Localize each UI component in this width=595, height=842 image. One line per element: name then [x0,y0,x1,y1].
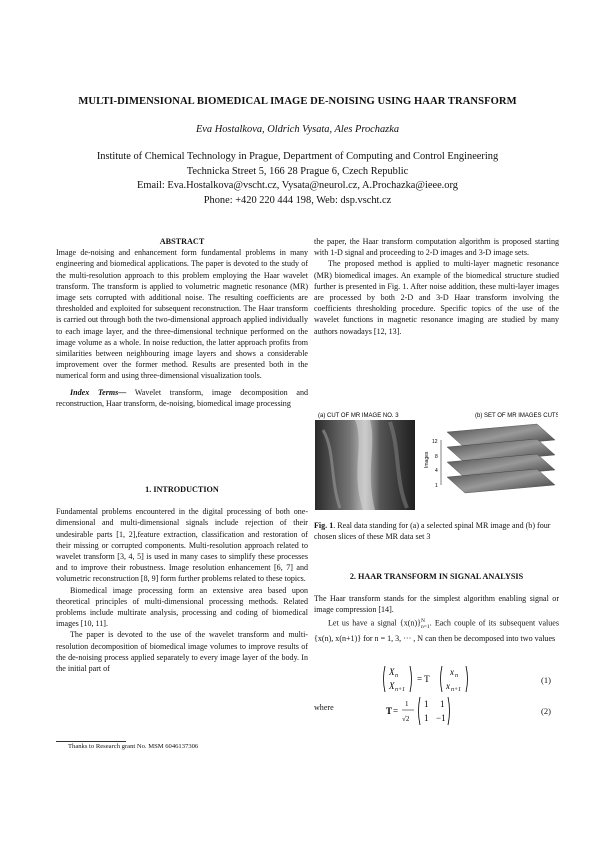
section2-heading: 2. HAAR TRANSFORM IN SIGNAL ANALYSIS [349,572,524,581]
equation-2 [386,695,476,730]
tick-12: 12 [432,439,438,445]
figure-caption [314,520,559,542]
svg-text:x: x [446,681,450,691]
svg-text:x: x [450,667,454,677]
authors: Eva Hostalkova, Oldrich Vysata, Ales Prochazka [195,124,400,135]
svg-text:1: 1 [424,699,429,709]
signal-def: Let us have a signal {x(n)} [328,618,422,628]
equation-2-number: (2) [541,706,551,716]
right-paragraph-2: The proposed method is applied to multi-layer magnetic resonance (MR) biomedical images. An example of the biomedical structure studied further is presented in Fig. 1. After noise addition, these multi-layer images are processed by both 2-D and 3-D Haar transform involving the coefficients thresholding procedure. Specific topics of the use of the wavelet functions in magnetic resonance imaging are studied by many authors nowadays [12, 13]. [314,259,559,336]
svg-text:1: 1 [405,700,409,708]
axis-label: Images [424,451,430,468]
signal-sup: N [421,617,425,624]
svg-text:= T: = T [417,674,430,684]
abstract-text: Image de-noising and enhancement form fundamental problems in many engineering and biomedical applications. The paper is devoted to the study of the multi-resolution approach to this problem employing the Haar wavelet transform. The transform is applied to volumetric magnetic resonance (MR) image sets corrupted with additional noise. The resulting coefficients are thresholded and exploited for subsequent reconstruction. The Haar transform is carried out through both the two-dimensional approach applied individually to each image layer, and the three-dimensional technique performed on the image volume as a whole. In noise reduction, the latter approach profits from similarities between neighbouring image layers and shows a considerable improvement over the former method. Results are presented both in the numerical form and using three-dimensional visualization tools. [56,248,308,381]
equation-1 [382,664,502,697]
svg-text:n+1: n+1 [451,687,462,693]
equation-1-graphic [382,664,502,694]
tick-1: 1 [435,483,438,489]
tick-8: 8 [435,454,438,460]
section2-paragraph-2 [314,616,559,645]
svg-text:√2: √2 [402,715,410,723]
svg-text:X: X [389,681,395,691]
abstract-heading: ABSTRACT [159,237,205,246]
affiliation-line-2: Technicka Street 5, 166 28 Prague 6, Czech Republic [186,165,409,177]
svg-text:T: T [386,706,393,716]
section1-heading: 1. INTRODUCTION [145,485,219,494]
affiliation-line-1: Institute of Chemical Technology in Prague, Department of Computing and Control Engineering [96,151,499,162]
svg-text:1: 1 [440,699,445,709]
svg-text:−1: −1 [436,713,446,723]
introduction-section [56,484,308,674]
right-paragraph-continued: the paper, the Haar transform computation algorithm is proposed starting with 1-D signal and proceeding to 2-D images and 3-D image sets. [314,237,559,258]
footnote: Thanks to Research grant No. MSM 6046137306 [68,743,199,750]
svg-text:n: n [455,673,458,679]
section2-paragraph-1: The Haar transform stands for the simplest algorithm enabling signal or image compression [14]. [314,594,559,615]
equation-1-number: (1) [541,675,551,685]
section1-paragraph-1: Fundamental problems encountered in the digital processing of both one-dimensional and multi-dimensional signals include rejection of their undesirable parts [1, 2],feature extraction, classification and restoration of their missing or corrupted components. Multi-resolution approach related to wavelet transform [3, 4, 5] is used in many cases to simplify these processes and to improve their robustness. Image resolution enhancement [6, 7] and volumetric reconstruction [8, 9] form further problems related to these topics. [56,507,308,584]
panel-b-title: (b) SET OF MR IMAGES CUTS [475,413,558,419]
svg-text:n: n [395,673,398,679]
svg-text:=: = [393,706,399,716]
caption-label: Fig. 1 [314,521,334,530]
signal-def-rest: . Each couple of its subsequent values {x(n), x(n+1)} for n = 1, 3, ··· , N can then be decomposed into two values [314,618,559,644]
panel-a-title: (a) CUT OF MR IMAGE NO. 3 [318,413,399,419]
figure-1-graphic [315,410,558,512]
signal-sub: n=1 [421,623,430,630]
index-terms-label: Index Terms— [70,387,127,397]
svg-text:n+1: n+1 [395,687,406,693]
svg-text:X: X [389,667,395,677]
figure-1 [315,410,558,510]
caption-text: . Real data standing for (a) a selected spinal MR image and (b) four chosen slices of these MR data set 3 [314,521,551,542]
section1-paragraph-3: The paper is devoted to the use of the wavelet transform and multi-resolution decomposition of biomedical image volumes to improve results of the de-noising process applied separately to every image layer of the body. In the initial part of [56,630,308,674]
index-terms [56,387,308,409]
svg-text:1: 1 [424,713,429,723]
where-label: where [314,703,334,712]
index-terms-text: Wavelet transform, image decomposition and reconstruction, Haar transform, de-noising, biomedical image processing [56,387,308,408]
tick-4: 4 [435,468,438,474]
section1-paragraph-2: Biomedical image processing form an extensive area based upon theoretical principles of multi-dimensional processing methods. Related problems include multirate analysis, processing and coding of biomedical images [10, 11]. [56,585,308,629]
right-column [314,236,559,337]
affiliation-line-4: Phone: +420 220 444 198, Web: dsp.vscht.cz [203,194,392,206]
equation-2-graphic [386,695,476,727]
paper-title: MULTI-DIMENSIONAL BIOMEDICAL IMAGE DE-NOISING USING HAAR TRANSFORM [78,96,517,107]
footnote-rule [56,741,126,742]
affiliation-line-3: Email: Eva.Hostalkova@vscht.cz, Vysata@neurol.cz, A.Prochazka@ieee.org [137,180,458,191]
affiliation [0,150,595,208]
left-column [56,236,308,409]
section2 [314,571,559,644]
